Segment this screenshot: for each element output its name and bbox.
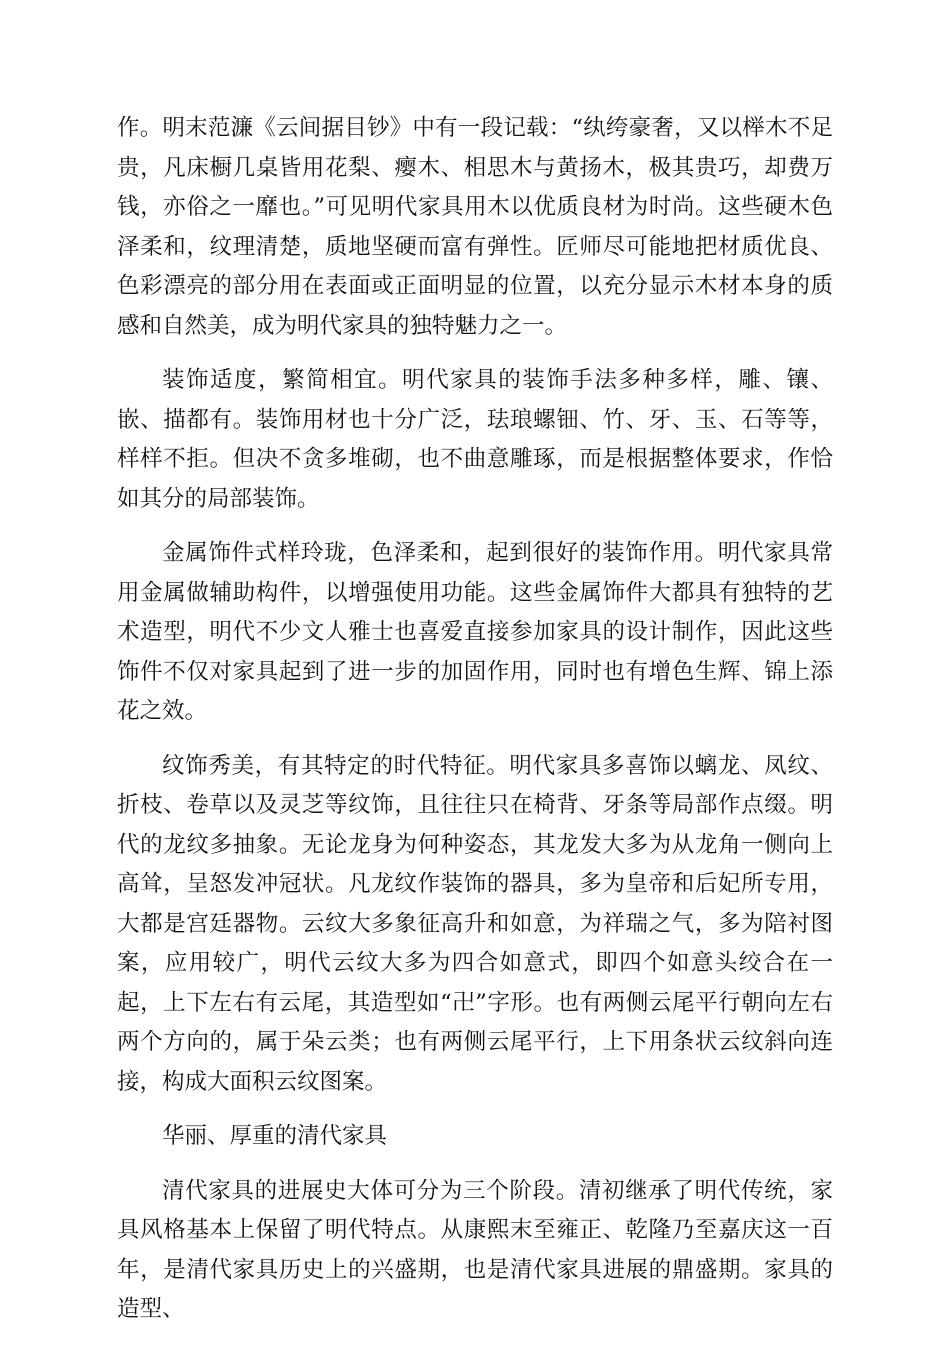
paragraph-decoration: 装饰适度，繁简相宜。明代家具的装饰手法多种多样，雕、镶、嵌、描都有。装饰用材也十分广泛，珐琅螺钿、竹、牙、玉、石等等，样样不拒。但决不贪多堆砌，也不曲意雕琢，而是根据整体要求，作恰如其分的局部装饰。 [117,367,833,512]
document-page [117,109,833,1345]
paragraph-wood-materials: 作。明末范濂《云间据目钞》中有一段记载：“纨绔豪奢，又以榉木不足贵，凡床橱几桌皆用花梨、瘿木、相思木与黄扬木，极其贵巧，却费万钱，亦俗之一靡也。”可见明代家具用木以优质良材为时尚。这些硬木色泽柔和，纹理清楚，质地坚硬而富有弹性。匠师尽可能地把材质优良、色彩漂亮的部分用在表面或正面明显的位置，以充分显示木材本身的质感和自然美，成为明代家具的独特魅力之一。 [117,115,833,339]
paragraph-metal-fittings: 金属饰件式样玲珑，色泽柔和，起到很好的装饰作用。明代家具常用金属做辅助构件，以增强使用功能。这些金属饰件大都具有独特的艺术造型，明代不少文人雅士也喜爱直接参加家具的设计制作，因此这些饰件不仅对家具起到了进一步的加固作用，同时也有增色生辉、锦上添花之效。 [117,540,833,724]
section-heading-qing-furniture: 华丽、厚重的清代家具 [162,1123,388,1149]
paragraph-ornament-patterns: 纹饰秀美，有其特定的时代特征。明代家具多喜饰以螭龙、凤纹、折枝、卷草以及灵芝等纹饰，且往往只在椅背、牙条等局部作点缀。明代的龙纹多抽象。无论龙身为何种姿态，其龙发大多为从龙角一侧向上高耸，呈怒发冲冠状。凡龙纹作装饰的器具，多为皇帝和后妃所专用，大都是宫廷器物。云纹大多象征高升和如意，为祥瑞之气，多为陪衬图案，应用较广，明代云纹大多为四合如意式，即四个如意头绞合在一起，上下左右有云尾，其造型如“卍”字形。也有两侧云尾平行朝向左右两个方向的，属于朵云类；也有两侧云尾平行，上下用条状云纹斜向连接，构成大面积云纹图案。 [117,752,833,1095]
paragraph-qing-development: 清代家具的进展史大体可分为三个阶段。清初继承了明代传统，家具风格基本上保留了明代特点。从康熙末至雍正、乾隆乃至嘉庆这一百年，是清代家具历史上的兴盛期，也是清代家具进展的鼎盛期。家具的造型、 [117,1177,833,1322]
